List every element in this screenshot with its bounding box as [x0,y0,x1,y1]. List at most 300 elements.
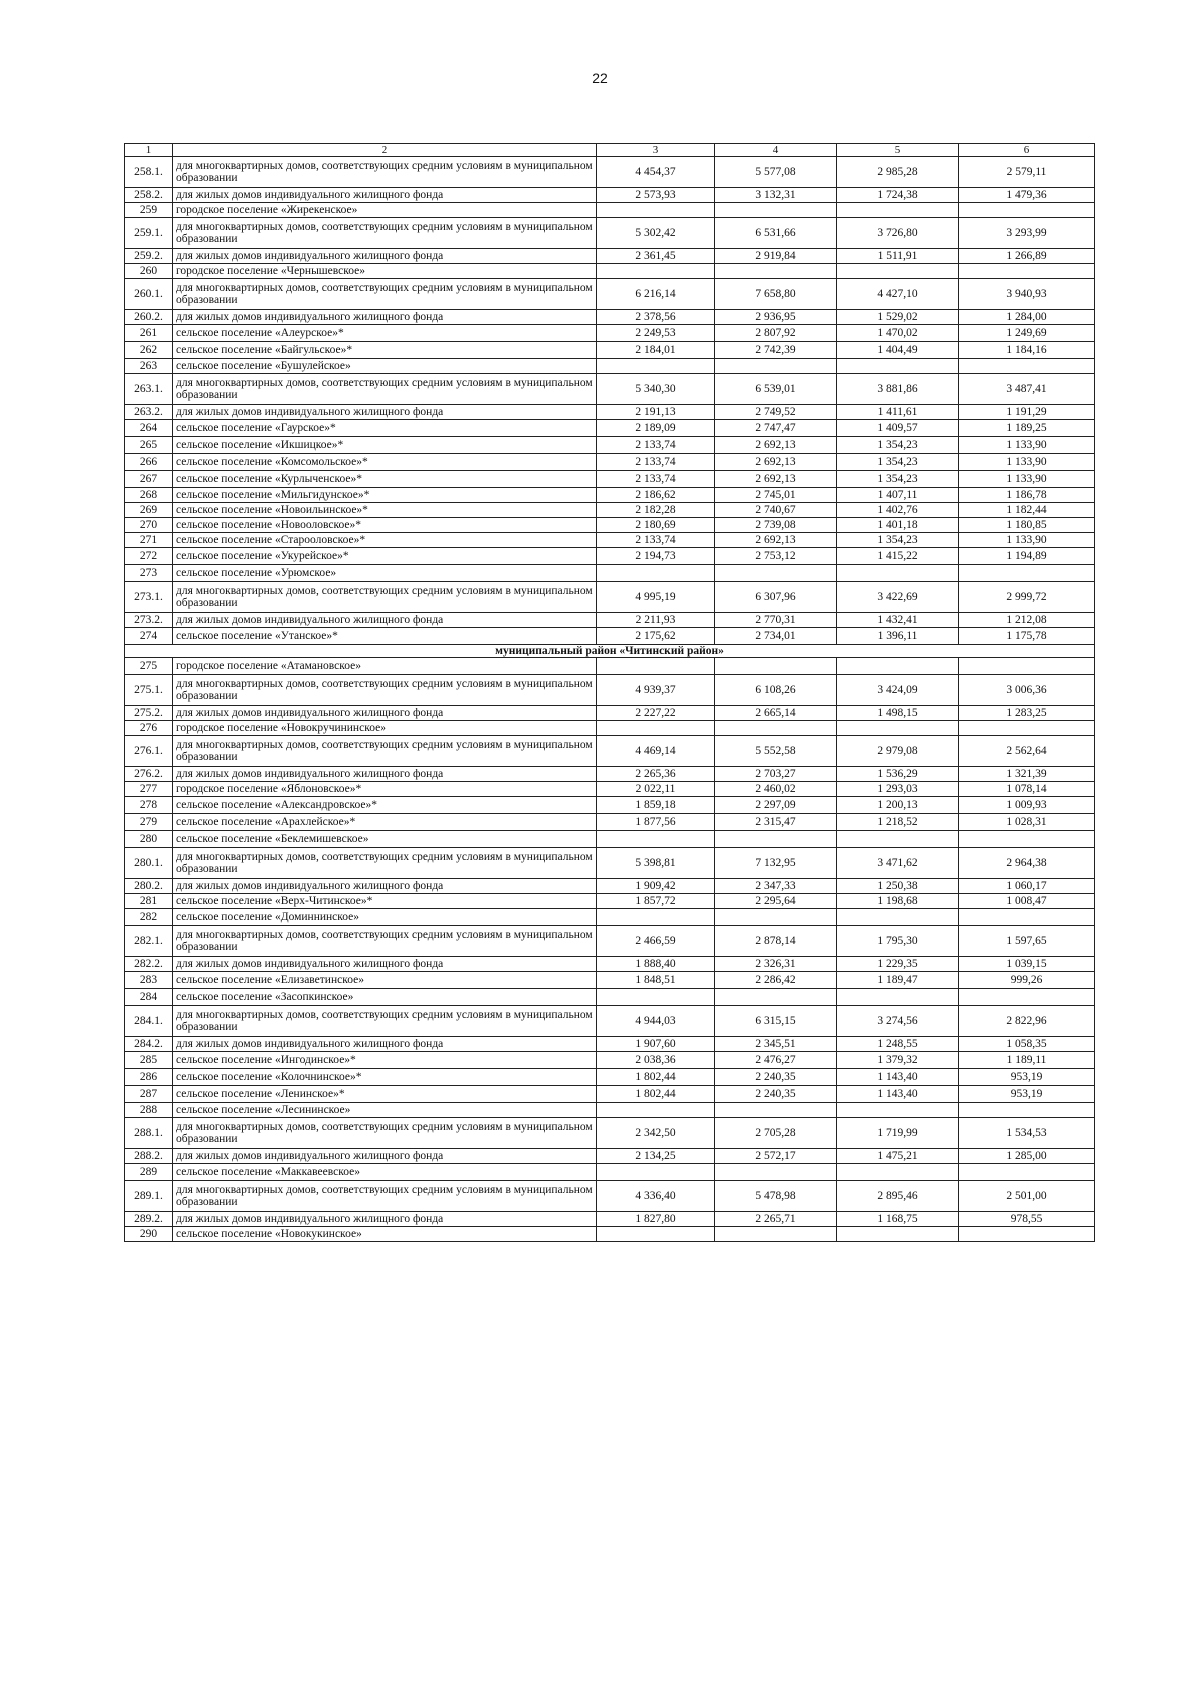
value-cell-col6 [959,989,1095,1006]
row-number-cell: 290 [125,1227,173,1242]
value-cell-col4 [715,989,837,1006]
value-cell-col4: 5 552,58 [715,736,837,767]
value-cell-col3: 2 191,13 [597,405,715,420]
value-cell-col3: 2 573,93 [597,188,715,203]
column-header: 5 [837,144,959,157]
row-number-cell: 273.2. [125,613,173,628]
value-cell-col5 [837,721,959,736]
row-number-cell: 284 [125,989,173,1006]
table-row [125,736,1095,767]
row-number-cell: 282.1. [125,926,173,957]
value-cell-col3: 2 186,62 [597,488,715,503]
value-cell-col3: 4 939,37 [597,675,715,706]
value-cell-col4: 7 658,80 [715,279,837,310]
value-cell-col6: 3 487,41 [959,374,1095,405]
value-cell-col5: 1 795,30 [837,926,959,957]
table-row [125,437,1095,454]
table-row [125,926,1095,957]
value-cell-col6: 3 940,93 [959,279,1095,310]
row-name-cell: сельское поселение «Старооловское»* [173,533,597,548]
table-row [125,767,1095,782]
value-cell-col6: 1 191,29 [959,405,1095,420]
value-cell-col3: 4 454,37 [597,157,715,188]
row-name-cell: городское поселение «Жирекенское» [173,203,597,218]
table-row [125,1037,1095,1052]
row-number-cell: 276 [125,721,173,736]
value-cell-col5: 1 402,76 [837,503,959,518]
table-row [125,1149,1095,1164]
value-cell-col4 [715,721,837,736]
value-cell-col6 [959,909,1095,926]
row-name-cell: сельское поселение «Урюмское» [173,565,597,582]
value-cell-col4: 6 108,26 [715,675,837,706]
row-number-cell: 260.1. [125,279,173,310]
table-row [125,1227,1095,1242]
row-number-cell: 259 [125,203,173,218]
row-name-cell: сельское поселение «Лесининское» [173,1103,597,1118]
row-name-cell: для многоквартирных домов, соответствующих средним условиям в муниципальном образовании [173,848,597,879]
row-number-cell: 260.2. [125,310,173,325]
row-name-cell: сельское поселение «Александровское»* [173,797,597,814]
value-cell-col5: 1 354,23 [837,454,959,471]
value-cell-col3 [597,1103,715,1118]
table-row [125,831,1095,848]
row-number-cell: 284.1. [125,1006,173,1037]
row-number-cell: 288.1. [125,1118,173,1149]
value-cell-col5: 1 248,55 [837,1037,959,1052]
row-number-cell: 265 [125,437,173,454]
value-cell-col4 [715,909,837,926]
value-cell-col4: 2 286,42 [715,972,837,989]
column-header: 1 [125,144,173,157]
value-cell-col5 [837,909,959,926]
row-number-cell: 276.1. [125,736,173,767]
value-cell-col5 [837,203,959,218]
row-number-cell: 285 [125,1052,173,1069]
value-cell-col3 [597,359,715,374]
value-cell-col3: 6 216,14 [597,279,715,310]
page-number: 22 [592,70,608,86]
table-row [125,706,1095,721]
table-row [125,628,1095,645]
value-cell-col3: 2 361,45 [597,249,715,264]
row-name-cell: для многоквартирных домов, соответствующих средним условиям в муниципальном образовании [173,736,597,767]
value-cell-col4: 2 770,31 [715,613,837,628]
value-cell-col3: 4 469,14 [597,736,715,767]
table-row [125,1006,1095,1037]
value-cell-col4: 7 132,95 [715,848,837,879]
row-number-cell: 289 [125,1164,173,1181]
value-cell-col5 [837,264,959,279]
table-row [125,1052,1095,1069]
value-cell-col6: 2 822,96 [959,1006,1095,1037]
row-name-cell: сельское поселение «Алеурское»* [173,325,597,342]
row-name-cell: для жилых домов индивидуального жилищного фонда [173,310,597,325]
value-cell-col4: 2 692,13 [715,471,837,488]
row-number-cell: 273 [125,565,173,582]
value-cell-col5: 3 422,69 [837,582,959,613]
value-cell-col5: 3 471,62 [837,848,959,879]
table-row [125,359,1095,374]
value-cell-col5: 3 274,56 [837,1006,959,1037]
value-cell-col5: 1 401,18 [837,518,959,533]
value-cell-col3: 1 909,42 [597,879,715,894]
value-cell-col6: 1 186,78 [959,488,1095,503]
row-name-cell: для жилых домов индивидуального жилищного фонда [173,405,597,420]
value-cell-col4 [715,565,837,582]
value-cell-col3: 2 194,73 [597,548,715,565]
value-cell-col4: 6 531,66 [715,218,837,249]
value-cell-col5: 1 189,47 [837,972,959,989]
value-cell-col5: 1 143,40 [837,1069,959,1086]
value-cell-col6: 978,55 [959,1212,1095,1227]
header-row [125,144,1095,157]
row-number-cell: 274 [125,628,173,645]
value-cell-col5: 2 985,28 [837,157,959,188]
row-name-cell: городское поселение «Новокручининское» [173,721,597,736]
table-row [125,188,1095,203]
value-cell-col6: 1 194,89 [959,548,1095,565]
row-number-cell: 289.2. [125,1212,173,1227]
row-name-cell: для многоквартирных домов, соответствующих средним условиям в муниципальном образовании [173,1006,597,1037]
row-name-cell: для многоквартирных домов, соответствующих средним условиям в муниципальном образовании [173,582,597,613]
table-row [125,879,1095,894]
table-row [125,797,1095,814]
table-body [125,144,1095,1242]
row-name-cell: сельское поселение «Новоильинское»* [173,503,597,518]
value-cell-col4: 2 745,01 [715,488,837,503]
table-row [125,582,1095,613]
value-cell-col5: 3 881,86 [837,374,959,405]
table-row [125,249,1095,264]
value-cell-col5 [837,1164,959,1181]
column-header: 4 [715,144,837,157]
value-cell-col4 [715,264,837,279]
value-cell-col4: 5 577,08 [715,157,837,188]
table-row [125,1164,1095,1181]
value-cell-col5: 1 250,38 [837,879,959,894]
value-cell-col5: 1 529,02 [837,310,959,325]
value-cell-col4: 2 265,71 [715,1212,837,1227]
value-cell-col4: 6 315,15 [715,1006,837,1037]
value-cell-col6: 953,19 [959,1069,1095,1086]
value-cell-col5 [837,359,959,374]
table-row [125,203,1095,218]
value-cell-col5: 1 293,03 [837,782,959,797]
value-cell-col6: 1 133,90 [959,437,1095,454]
table-row [125,565,1095,582]
value-cell-col4 [715,1227,837,1242]
row-number-cell: 272 [125,548,173,565]
value-cell-col6: 1 060,17 [959,879,1095,894]
value-cell-col6: 1 534,53 [959,1118,1095,1149]
row-number-cell: 258.1. [125,157,173,188]
value-cell-col6: 1 133,90 [959,471,1095,488]
value-cell-col3: 2 180,69 [597,518,715,533]
value-cell-col6: 1 212,08 [959,613,1095,628]
value-cell-col3: 2 249,53 [597,325,715,342]
row-name-cell: для многоквартирных домов, соответствующих средним условиям в муниципальном образовании [173,1118,597,1149]
table-row [125,1103,1095,1118]
value-cell-col3: 1 859,18 [597,797,715,814]
row-number-cell: 263.1. [125,374,173,405]
value-cell-col3: 4 336,40 [597,1181,715,1212]
table-row [125,1212,1095,1227]
row-name-cell: сельское поселение «Засопкинское» [173,989,597,1006]
row-name-cell: для жилых домов индивидуального жилищного фонда [173,188,597,203]
value-cell-col4: 2 749,52 [715,405,837,420]
value-cell-col6: 1 028,31 [959,814,1095,831]
value-cell-col6: 1 479,36 [959,188,1095,203]
table-row [125,503,1095,518]
value-cell-col3: 2 189,09 [597,420,715,437]
row-name-cell: для многоквартирных домов, соответствующих средним условиям в муниципальном образовании [173,374,597,405]
row-name-cell: для жилых домов индивидуального жилищного фонда [173,1037,597,1052]
value-cell-col6: 1 133,90 [959,454,1095,471]
value-cell-col5 [837,658,959,675]
value-cell-col5: 1 536,29 [837,767,959,782]
row-number-cell: 284.2. [125,1037,173,1052]
value-cell-col5: 1 379,32 [837,1052,959,1069]
row-number-cell: 267 [125,471,173,488]
value-cell-col5: 1 396,11 [837,628,959,645]
value-cell-col3: 2 378,56 [597,310,715,325]
value-cell-col6 [959,565,1095,582]
value-cell-col3: 2 227,22 [597,706,715,721]
table-row [125,721,1095,736]
value-cell-col6: 1 266,89 [959,249,1095,264]
row-number-cell: 288.2. [125,1149,173,1164]
value-cell-col6 [959,1164,1095,1181]
row-name-cell: для жилых домов индивидуального жилищного фонда [173,1149,597,1164]
value-cell-col5: 1 411,61 [837,405,959,420]
value-cell-col5: 1 354,23 [837,437,959,454]
table-row [125,989,1095,1006]
value-cell-col6: 1 284,00 [959,310,1095,325]
row-number-cell: 266 [125,454,173,471]
row-name-cell: городское поселение «Атамановское» [173,658,597,675]
value-cell-col5 [837,1103,959,1118]
value-cell-col6: 1 078,14 [959,782,1095,797]
table-row [125,1069,1095,1086]
tariff-table [124,143,1095,1242]
value-cell-col4: 2 345,51 [715,1037,837,1052]
table-row [125,782,1095,797]
value-cell-col5: 1 168,75 [837,1212,959,1227]
row-number-cell: 287 [125,1086,173,1103]
value-cell-col6: 1 321,39 [959,767,1095,782]
row-number-cell: 277 [125,782,173,797]
row-number-cell: 260 [125,264,173,279]
value-cell-col5: 2 979,08 [837,736,959,767]
value-cell-col3: 5 340,30 [597,374,715,405]
table-row [125,518,1095,533]
value-cell-col6: 953,19 [959,1086,1095,1103]
value-cell-col6: 2 501,00 [959,1181,1095,1212]
value-cell-col3 [597,1227,715,1242]
value-cell-col3: 2 134,25 [597,1149,715,1164]
row-number-cell: 271 [125,533,173,548]
row-number-cell: 282 [125,909,173,926]
value-cell-col5: 1 143,40 [837,1086,959,1103]
value-cell-col6 [959,658,1095,675]
row-name-cell: городское поселение «Яблоновское»* [173,782,597,797]
district-row [125,645,1095,658]
row-name-cell: сельское поселение «Ингодинское»* [173,1052,597,1069]
row-name-cell: сельское поселение «Икшицкое»* [173,437,597,454]
value-cell-col3 [597,658,715,675]
value-cell-col5: 4 427,10 [837,279,959,310]
value-cell-col4: 6 539,01 [715,374,837,405]
value-cell-col6: 2 999,72 [959,582,1095,613]
column-header: 6 [959,144,1095,157]
row-name-cell: сельское поселение «Доминнинское» [173,909,597,926]
value-cell-col5: 1 354,23 [837,471,959,488]
table-row [125,548,1095,565]
table-row [125,374,1095,405]
value-cell-col3 [597,909,715,926]
row-number-cell: 261 [125,325,173,342]
value-cell-col6: 1 175,78 [959,628,1095,645]
table-row [125,894,1095,909]
table-row [125,342,1095,359]
value-cell-col5: 1 498,15 [837,706,959,721]
value-cell-col6 [959,831,1095,848]
row-number-cell: 286 [125,1069,173,1086]
row-name-cell: сельское поселение «Верх-Читинское»* [173,894,597,909]
value-cell-col3: 1 907,60 [597,1037,715,1052]
value-cell-col3 [597,831,715,848]
value-cell-col3: 5 302,42 [597,218,715,249]
value-cell-col4: 2 572,17 [715,1149,837,1164]
value-cell-col6: 1 058,35 [959,1037,1095,1052]
row-number-cell: 259.2. [125,249,173,264]
value-cell-col5: 1 404,49 [837,342,959,359]
value-cell-col3 [597,1164,715,1181]
row-name-cell: городское поселение «Чернышевское» [173,264,597,279]
table-row [125,264,1095,279]
table-row [125,454,1095,471]
value-cell-col3: 2 133,74 [597,437,715,454]
row-number-cell: 269 [125,503,173,518]
table-row [125,675,1095,706]
value-cell-col4: 2 703,27 [715,767,837,782]
row-name-cell: сельское поселение «Арахлейское»* [173,814,597,831]
value-cell-col4: 2 476,27 [715,1052,837,1069]
value-cell-col5: 1 218,52 [837,814,959,831]
value-cell-col3: 4 995,19 [597,582,715,613]
row-name-cell: для жилых домов индивидуального жилищного фонда [173,613,597,628]
value-cell-col5: 1 432,41 [837,613,959,628]
column-header: 3 [597,144,715,157]
table-row [125,488,1095,503]
value-cell-col5: 1 354,23 [837,533,959,548]
row-name-cell: сельское поселение «Елизаветинское» [173,972,597,989]
value-cell-col6: 1 184,16 [959,342,1095,359]
value-cell-col5: 1 229,35 [837,957,959,972]
value-cell-col3: 2 182,28 [597,503,715,518]
row-name-cell: для многоквартирных домов, соответствующих средним условиям в муниципальном образовании [173,279,597,310]
value-cell-col4: 2 747,47 [715,420,837,437]
value-cell-col4: 2 936,95 [715,310,837,325]
value-cell-col6: 2 964,38 [959,848,1095,879]
row-name-cell: сельское поселение «Колочнинское»* [173,1069,597,1086]
value-cell-col5 [837,989,959,1006]
value-cell-col4: 2 878,14 [715,926,837,957]
row-number-cell: 273.1. [125,582,173,613]
table-row [125,471,1095,488]
value-cell-col6: 1 283,25 [959,706,1095,721]
value-cell-col4: 2 460,02 [715,782,837,797]
table-row [125,325,1095,342]
value-cell-col6 [959,359,1095,374]
row-number-cell: 262 [125,342,173,359]
column-header: 2 [173,144,597,157]
value-cell-col5: 1 415,22 [837,548,959,565]
value-cell-col3: 1 802,44 [597,1069,715,1086]
value-cell-col4: 2 705,28 [715,1118,837,1149]
value-cell-col3 [597,721,715,736]
value-cell-col3 [597,989,715,1006]
value-cell-col6: 3 293,99 [959,218,1095,249]
value-cell-col3: 1 827,80 [597,1212,715,1227]
value-cell-col3 [597,565,715,582]
value-cell-col3: 1 888,40 [597,957,715,972]
row-name-cell: сельское поселение «Ленинское»* [173,1086,597,1103]
row-name-cell: сельское поселение «Байгульское»* [173,342,597,359]
row-name-cell: сельское поселение «Гаурское»* [173,420,597,437]
value-cell-col5: 1 407,11 [837,488,959,503]
value-cell-col4: 2 240,35 [715,1069,837,1086]
value-cell-col6 [959,1103,1095,1118]
value-cell-col5 [837,1227,959,1242]
value-cell-col6 [959,264,1095,279]
row-name-cell: для многоквартирных домов, соответствующих средним условиям в муниципальном образовании [173,157,597,188]
value-cell-col6: 1 008,47 [959,894,1095,909]
value-cell-col4: 2 240,35 [715,1086,837,1103]
row-number-cell: 279 [125,814,173,831]
table-row [125,405,1095,420]
row-name-cell: для жилых домов индивидуального жилищного фонда [173,879,597,894]
value-cell-col3: 4 944,03 [597,1006,715,1037]
row-name-cell: для многоквартирных домов, соответствующих средним условиям в муниципальном образовании [173,218,597,249]
value-cell-col4: 2 692,13 [715,454,837,471]
value-cell-col6: 2 562,64 [959,736,1095,767]
row-name-cell: для многоквартирных домов, соответствующих средним условиям в муниципальном образовании [173,926,597,957]
value-cell-col3: 2 211,93 [597,613,715,628]
row-number-cell: 276.2. [125,767,173,782]
row-number-cell: 289.1. [125,1181,173,1212]
value-cell-col5: 1 724,38 [837,188,959,203]
table-row [125,1118,1095,1149]
value-cell-col5: 1 470,02 [837,325,959,342]
value-cell-col4 [715,831,837,848]
value-cell-col5 [837,831,959,848]
value-cell-col4 [715,359,837,374]
table-row [125,658,1095,675]
value-cell-col4: 2 326,31 [715,957,837,972]
value-cell-col5 [837,565,959,582]
value-cell-col3: 1 857,72 [597,894,715,909]
value-cell-col4 [715,203,837,218]
row-name-cell: сельское поселение «Маккавеевское» [173,1164,597,1181]
row-number-cell: 278 [125,797,173,814]
table-row [125,957,1095,972]
row-name-cell: для многоквартирных домов, соответствующих средним условиям в муниципальном образовании [173,1181,597,1212]
table-row [125,814,1095,831]
value-cell-col3: 2 342,50 [597,1118,715,1149]
value-cell-col6: 1 285,00 [959,1149,1095,1164]
